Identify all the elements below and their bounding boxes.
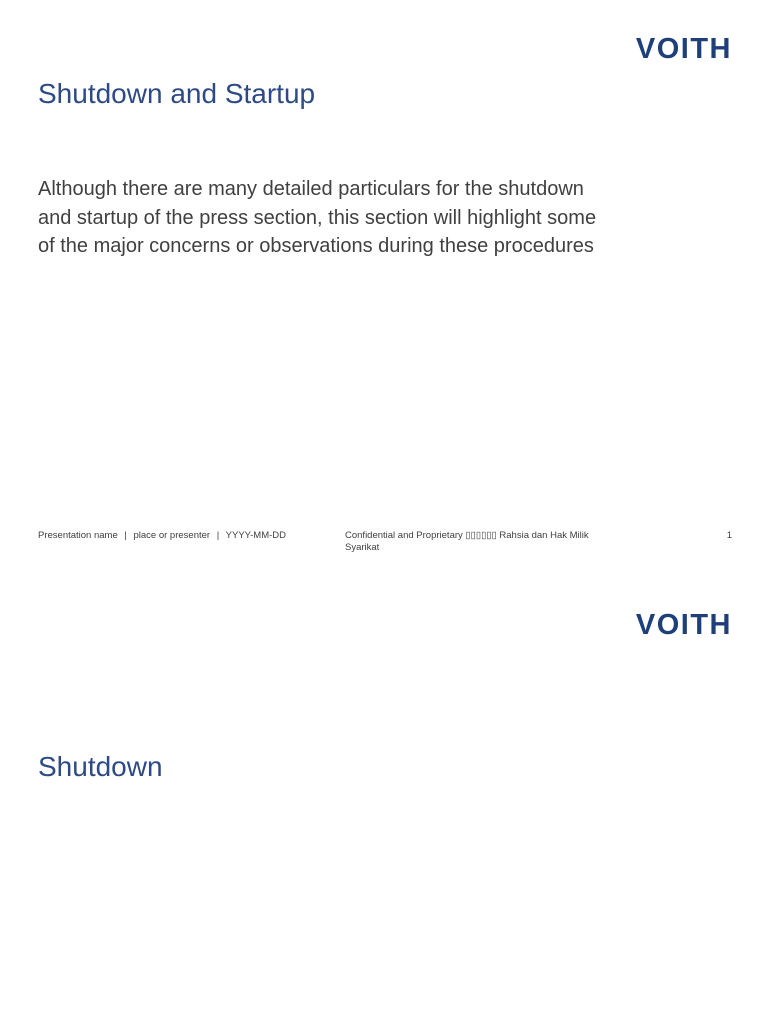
footer-presentation-name: Presentation name (38, 530, 118, 541)
footer-date: YYYY-MM-DD (225, 530, 287, 541)
footer-separator: | (124, 530, 127, 541)
slide-title: Shutdown and Startup (38, 78, 316, 109)
footer-confidential (345, 530, 615, 554)
body-line: and startup of the press section, this section will highlight some (38, 206, 597, 229)
body-line: of the major concerns or observations during these procedures (38, 235, 594, 257)
slide-2 (0, 576, 768, 1024)
slide-title: Shutdown (38, 751, 163, 782)
body-line: Although there are many detailed particulars for the shutdown (38, 178, 584, 200)
footer-confidential-line: Confidential and Proprietary ▯▯▯▯▯▯ Rahsia dan Hak Milik (345, 530, 589, 541)
voith-logo: VOITH (635, 609, 732, 641)
footer-confidential-line: Syarikat (345, 542, 380, 553)
page-number: 1 (726, 530, 732, 541)
footer-place: place or presenter (133, 530, 211, 541)
footer-separator: | (216, 530, 220, 541)
footer-presentation-info (38, 530, 286, 541)
voith-logo: VOITH (635, 33, 732, 65)
slide-body-text (38, 175, 658, 261)
